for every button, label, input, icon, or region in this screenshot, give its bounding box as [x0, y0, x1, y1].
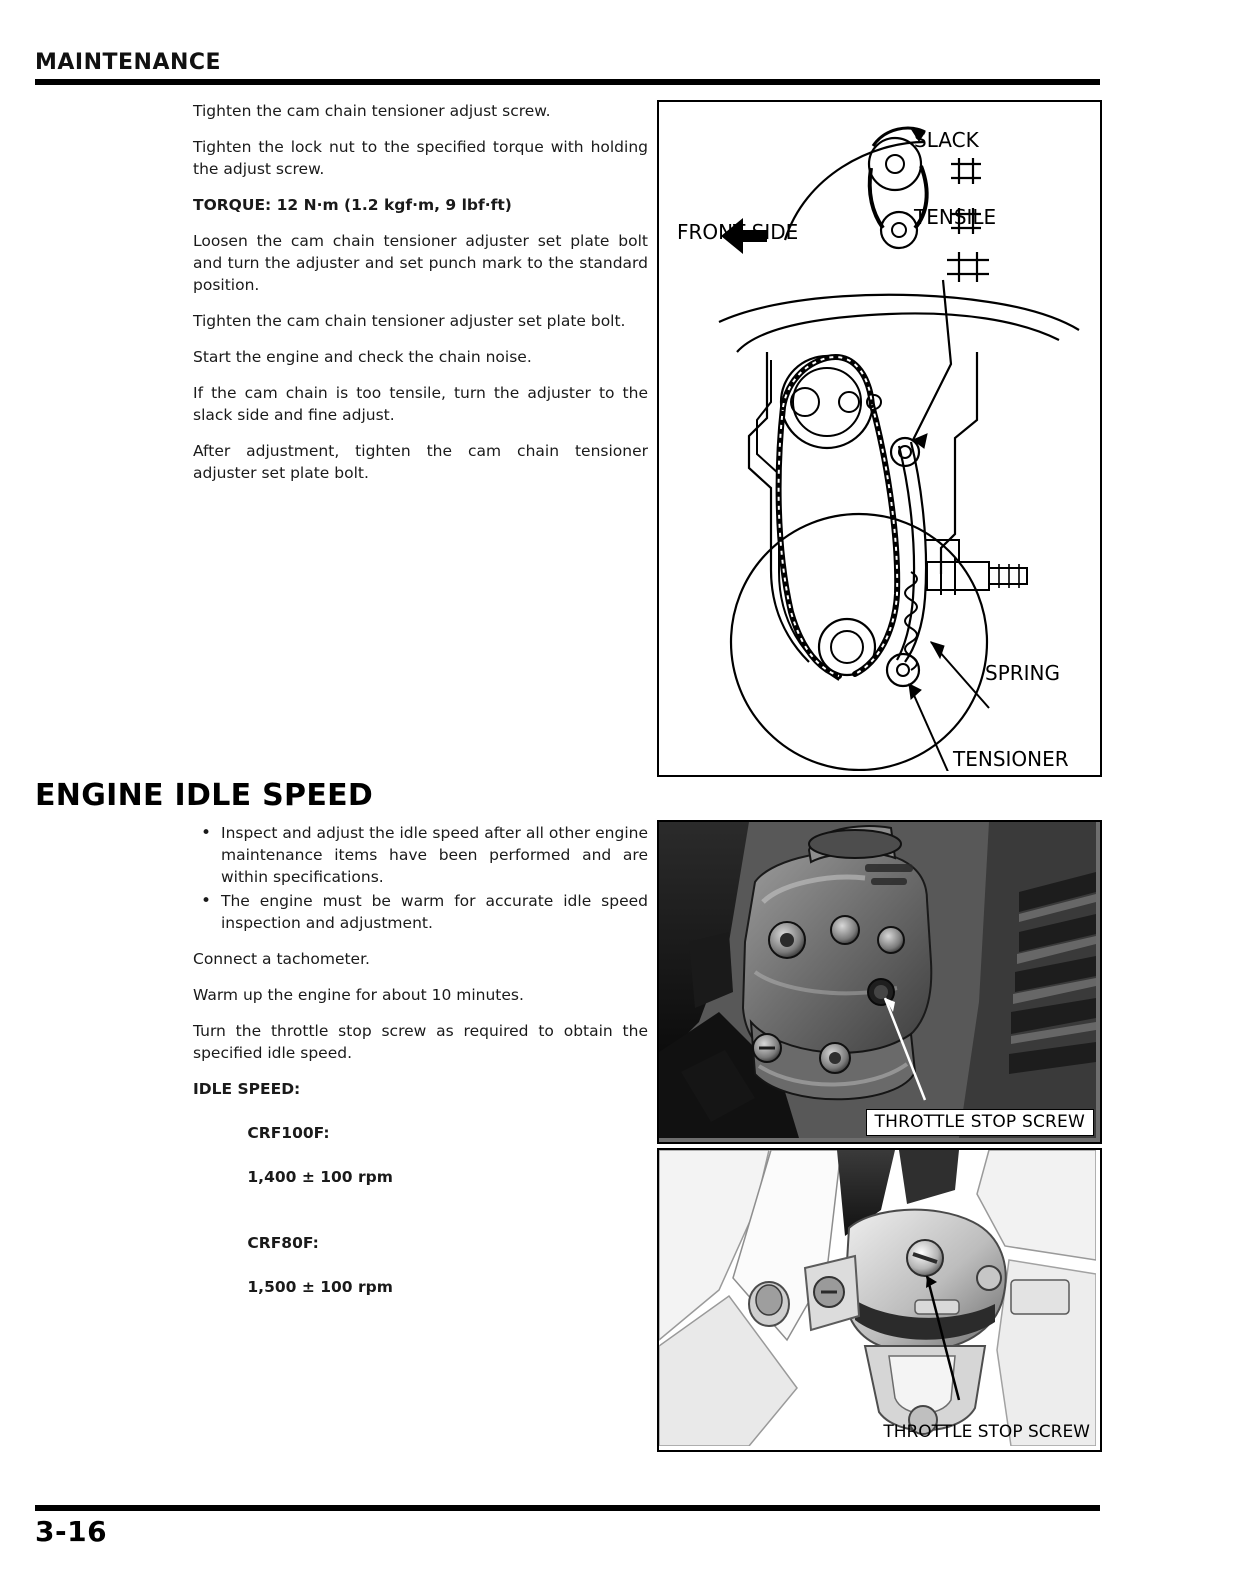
page-number: 3-16 — [35, 1515, 108, 1548]
label-spring: SPRING — [985, 661, 1061, 685]
label-slack: SLACK — [914, 128, 979, 152]
spec-row — [215, 1210, 648, 1320]
spec-model: CRF100F: — [247, 1124, 330, 1142]
label-tensioner: TENSIONER — [953, 747, 1069, 771]
carburetor-photo-image — [659, 822, 1096, 1138]
page-title: MAINTENANCE — [35, 50, 222, 75]
instruction-paragraph: Start the engine and check the chain noise. — [193, 348, 532, 366]
label-tensile: TENSILE — [914, 205, 997, 229]
label-front-side: FRONT SIDE — [677, 220, 799, 244]
throttle-stop-screw-photo — [657, 1148, 1102, 1452]
header-rule — [35, 79, 1100, 85]
instruction-paragraph: If the cam chain is too tensile, turn the adjuster to the slack side and fine adjust. — [193, 384, 648, 424]
spec-model: CRF80F: — [247, 1234, 319, 1252]
cam-chain-diagram — [659, 102, 1096, 771]
idle-speed-instructions — [193, 822, 648, 1320]
carburetor-photo — [657, 820, 1102, 1144]
section-heading-engine-idle-speed: ENGINE IDLE SPEED — [35, 778, 374, 813]
instruction-paragraph: Tighten the lock nut to the specified torque with holding the adjust screw. — [193, 138, 648, 178]
caption-throttle-stop-screw: THROTTLE STOP SCREW — [866, 1109, 1094, 1136]
cam-chain-tensioner-figure — [657, 100, 1102, 777]
spec-row — [215, 1100, 648, 1210]
instruction-paragraph: Connect a tachometer. — [193, 950, 370, 968]
page-header — [35, 50, 1100, 85]
bullet-item: • The engine must be warm for accurate idle speed inspection and adjustment. — [193, 890, 648, 934]
cam-chain-instructions — [193, 100, 648, 498]
throttle-stop-screw-image — [659, 1150, 1096, 1446]
instruction-paragraph: Tighten the cam chain tensioner adjuster set plate bolt. — [193, 312, 626, 330]
spec-value: 1,400 ± 100 rpm — [247, 1168, 393, 1186]
instruction-paragraph: Tighten the cam chain tensioner adjust screw. — [193, 102, 551, 120]
bullet-item: • Inspect and adjust the idle speed after all other engine maintenance items have been performed and are within specifications. — [193, 822, 648, 888]
instruction-paragraph: Warm up the engine for about 10 minutes. — [193, 986, 524, 1004]
spec-value: 1,500 ± 100 rpm — [247, 1278, 393, 1296]
instruction-paragraph: After adjustment, tighten the cam chain tensioner adjuster set plate bolt. — [193, 442, 648, 482]
page-footer — [35, 1505, 1100, 1548]
spec-title: IDLE SPEED: — [193, 1080, 301, 1098]
idle-speed-bullet-list — [193, 822, 648, 934]
instruction-paragraph: Turn the throttle stop screw as required to obtain the specified idle speed. — [193, 1022, 648, 1062]
torque-spec: TORQUE: 12 N·m (1.2 kgf·m, 9 lbf·ft) — [193, 196, 512, 214]
instruction-paragraph: Loosen the cam chain tensioner adjuster set plate bolt and turn the adjuster and set punch mark to the standard position. — [193, 232, 648, 294]
caption-throttle-stop-screw-2: THROTTLE STOP SCREW — [883, 1422, 1090, 1442]
footer-rule — [35, 1505, 1100, 1511]
idle-speed-spec-block — [193, 1078, 648, 1320]
